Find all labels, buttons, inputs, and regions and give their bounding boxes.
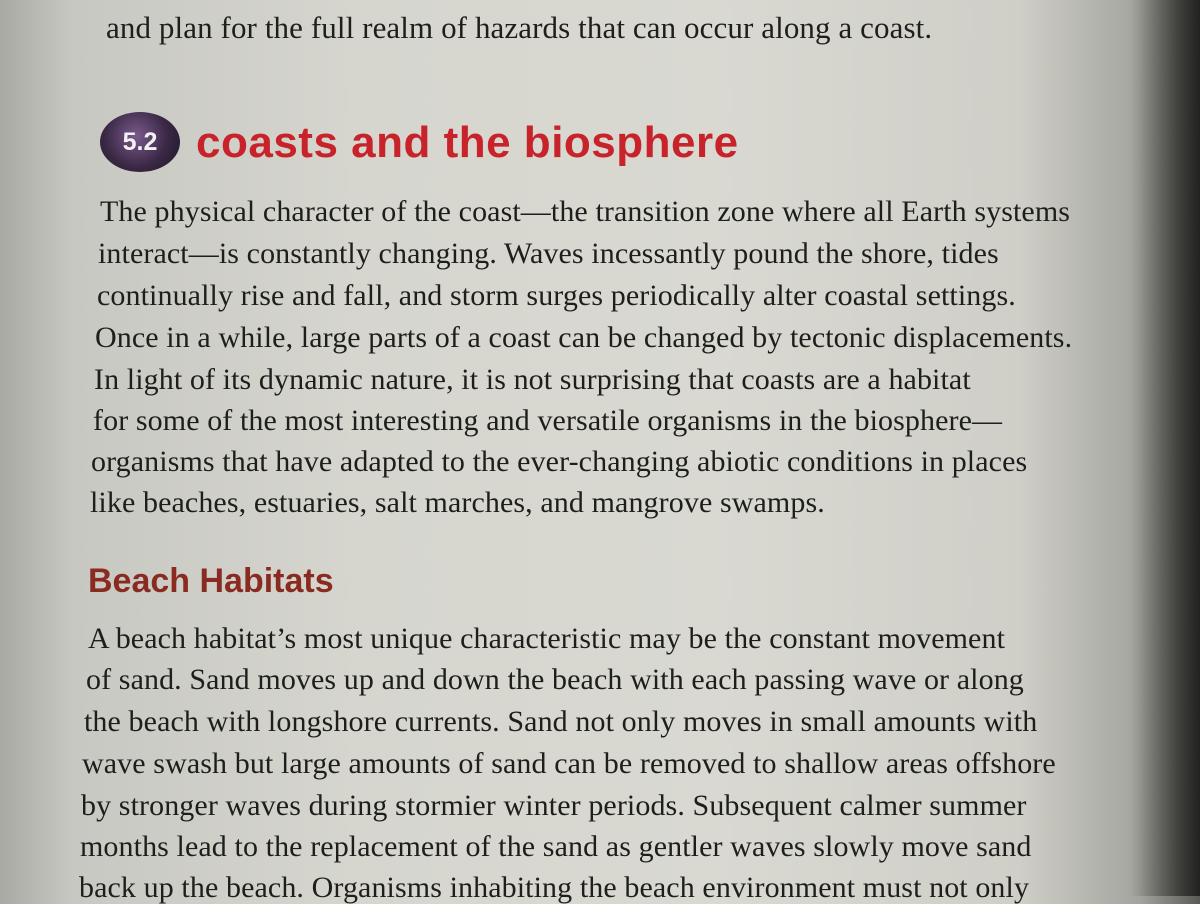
- subsection-title: Beach Habitats: [88, 562, 334, 600]
- paragraph-line: by stronger waves during stormier winter periods. Subsequent calmer summer: [81, 789, 1027, 822]
- section-number-badge: [100, 112, 180, 172]
- paragraph-line: A beach habitat’s most unique characteristic may be the constant movement: [88, 622, 1006, 655]
- intro-line: and plan for the full realm of hazards that can occur along a coast.: [106, 10, 933, 45]
- paragraph-line: continually rise and fall, and storm surges periodically alter coastal settings.: [97, 279, 1016, 312]
- paragraph-line: the beach with longshore currents. Sand not only moves in small amounts with: [84, 705, 1038, 738]
- paragraph-line: of sand. Sand moves up and down the beach with each passing wave or along: [86, 663, 1024, 696]
- paragraph-line: Once in a while, large parts of a coast can be changed by tectonic displacements.: [95, 321, 1073, 354]
- paragraph-line: The physical character of the coast—the transition zone where all Earth systems: [100, 195, 1071, 228]
- section-title: coasts and the biosphere: [196, 118, 739, 167]
- paragraph-line: like beaches, estuaries, salt marches, and mangrove swamps.: [90, 486, 825, 519]
- paragraph-line: In light of its dynamic nature, it is not surprising that coasts are a habitat: [94, 363, 971, 396]
- paragraph-line: back up the beach. Organisms inhabiting the beach environment must not only: [79, 871, 1030, 904]
- book-gutter-shadow: [1130, 0, 1200, 896]
- paragraph-line: organisms that have adapted to the ever-changing abiotic conditions in places: [91, 445, 1028, 478]
- paragraph-line: months lead to the replacement of the sand as gentler waves slowly move sand: [80, 830, 1032, 863]
- paragraph-line: wave swash but large amounts of sand can be removed to shallow areas offshore: [82, 747, 1056, 780]
- paragraph-line: interact—is constantly changing. Waves incessantly pound the shore, tides: [98, 237, 999, 270]
- paragraph-line: for some of the most interesting and versatile organisms in the biosphere—: [93, 404, 1003, 437]
- section-number: 5.2: [122, 127, 158, 156]
